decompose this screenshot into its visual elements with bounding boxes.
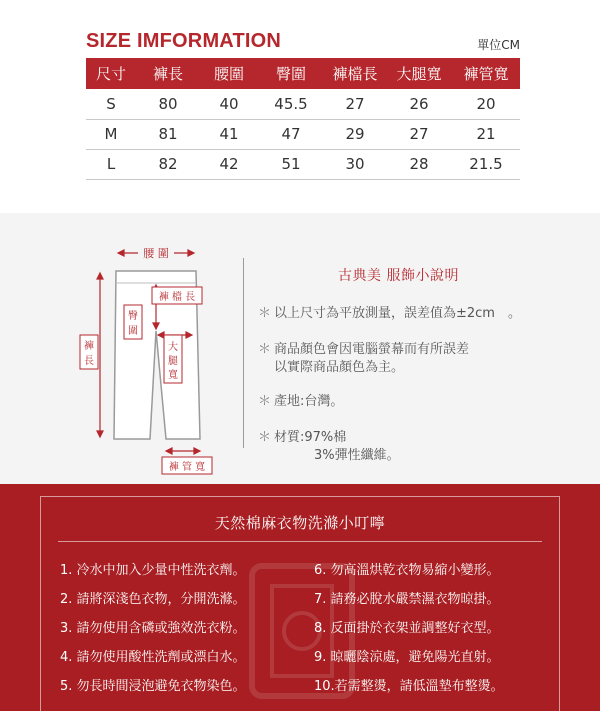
note-line: 3%彈性纖維。 [314,448,400,463]
cell-hip: 47 [258,119,324,149]
cell-size: S [86,89,136,119]
cell-thigh: 27 [386,119,452,149]
hem-label: 褲 管 寬 [168,462,206,473]
cell-hip: 51 [258,149,324,179]
note-line: 以上尺寸為平放測量，誤差值為±2cm 。 [274,306,521,321]
table-row [86,89,520,119]
size-table-header [86,58,520,89]
header-waist: 腰圍 [200,58,258,89]
hem-measure [166,448,200,454]
cell-size: M [86,119,136,149]
cell-rise: 27 [324,89,386,119]
size-information-section [0,0,600,213]
washing-tip: 4. 請勿使用酸性洗劑或漂白水。 [60,650,246,665]
size-title: SIZE IMFORMATION [86,30,282,52]
note-measurement [258,305,521,323]
washing-tip: 2. 請將深淺色衣物，分開洗滌。 [60,592,246,607]
pants-measurement-diagram [68,231,218,476]
thigh-label-1: 大 [168,342,178,353]
cell-rise: 30 [324,149,386,179]
hip-label-1: 臀 [128,311,138,322]
note-line: 產地:台灣。 [274,394,344,409]
rise-label: 褲 檔 長 [158,292,196,303]
note-color [258,341,469,377]
note-line: 以實際商品顏色為主。 [274,360,405,375]
washing-tip: 8. 反面掛於衣架並調整好衣型。 [314,621,500,636]
cell-thigh: 28 [386,149,452,179]
cell-hem: 21.5 [452,149,520,179]
size-table [86,58,520,180]
washing-title: 天然棉麻衣物洗滌小叮嚀 [214,514,386,532]
header-hip: 臀圍 [258,58,324,89]
cell-length: 82 [136,149,200,179]
header-thigh: 大腿寬 [386,58,452,89]
length-label-1: 褲 [84,341,94,352]
note-origin [258,393,343,411]
length-label-2: 長 [84,356,94,367]
note-material [258,429,400,465]
note-line: 商品顏色會因電腦螢幕而有所誤差 [274,342,470,357]
cell-hem: 20 [452,89,520,119]
waist-label: 腰 圍 [143,247,169,260]
washing-tip: 9. 晾曬陰涼處，避免陽光直射。 [314,650,500,665]
title-divider [58,541,542,542]
cell-waist: 41 [200,119,258,149]
section-divider [243,258,244,448]
washing-tip: 3. 請勿使用含磷或強效洗衣粉。 [60,621,246,636]
washing-tip: 1. 冷水中加入少量中性洗衣劑。 [60,563,246,578]
header-length: 褲長 [136,58,200,89]
star-icon: ＊ [258,394,272,409]
product-info-section [0,213,600,484]
cell-size: L [86,149,136,179]
star-icon: ＊ [258,430,272,445]
star-icon: ＊ [258,306,272,321]
cell-waist: 42 [200,149,258,179]
table-row [86,119,520,149]
star-icon: ＊ [258,342,272,357]
washing-tip: 7. 請務必脫水嚴禁濕衣物晾掛。 [314,592,500,607]
header-hem: 褲管寬 [452,58,520,89]
description-title: 古典美 服飾小說明 [338,268,459,284]
table-row [86,149,520,179]
hip-label-2: 圍 [128,326,138,337]
washing-tip: 6. 勿高溫烘乾衣物易縮小變形。 [314,563,500,578]
cell-hem: 21 [452,119,520,149]
washing-tip: 5. 勿長時間浸泡避免衣物染色。 [60,679,246,694]
washing-tip: 10.若需整燙，請低溫墊布整燙。 [314,679,504,694]
header-size: 尺寸 [86,58,136,89]
cell-waist: 40 [200,89,258,119]
size-unit: 單位CM [477,38,520,52]
cell-hip: 45.5 [258,89,324,119]
thigh-label-2: 腿 [168,356,178,367]
cell-rise: 29 [324,119,386,149]
thigh-label-3: 寬 [168,370,178,381]
washing-tips-section [0,484,600,711]
header-rise: 褲檔長 [324,58,386,89]
cell-thigh: 26 [386,89,452,119]
cell-length: 81 [136,119,200,149]
note-line: 材質:97%棉 [274,430,347,445]
cell-length: 80 [136,89,200,119]
